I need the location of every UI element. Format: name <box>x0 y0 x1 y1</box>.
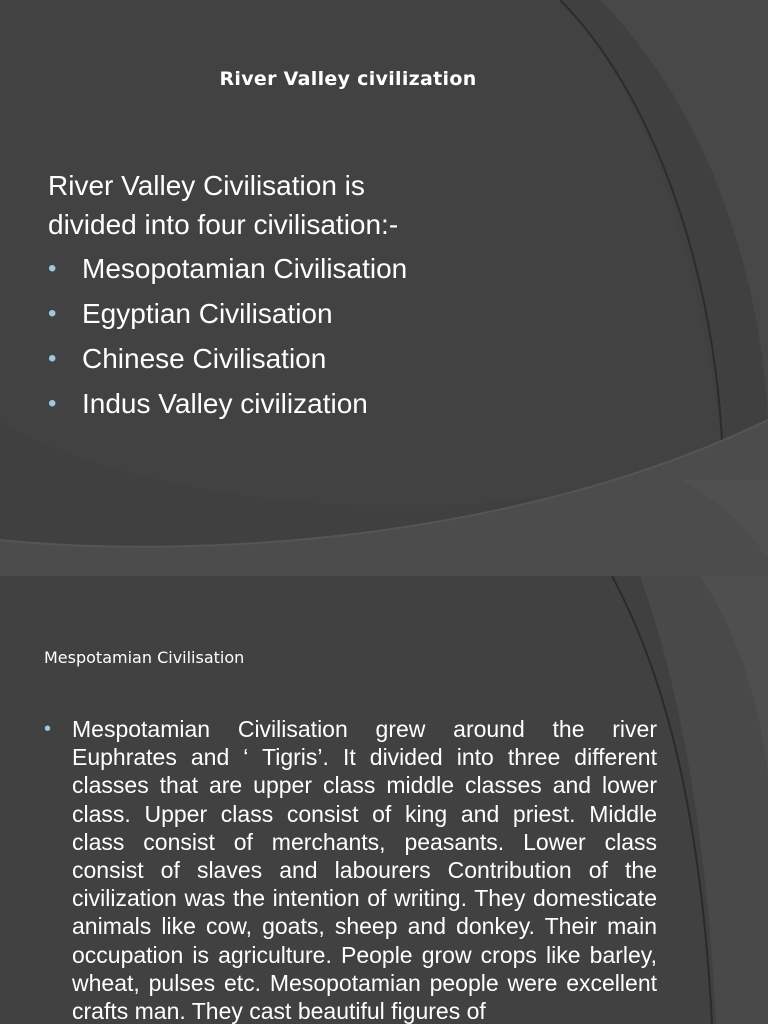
bullet-icon: • <box>44 718 52 740</box>
list-item-label: Mesopotamian Civilisation <box>82 253 408 284</box>
civilisation-list <box>48 246 668 426</box>
bullet-icon: • <box>48 300 57 327</box>
list-item-label: Egyptian Civilisation <box>82 298 333 329</box>
list-item <box>48 246 668 291</box>
bullet-icon: • <box>48 390 57 417</box>
slide-1-body <box>48 166 668 426</box>
bullet-icon: • <box>48 255 57 282</box>
slide-2-heading: Mespotamian Civilisation <box>44 648 245 667</box>
list-item <box>48 336 668 381</box>
list-item <box>48 381 668 426</box>
list-item <box>48 291 668 336</box>
slide-2-body <box>44 715 657 1024</box>
list-item-label: Indus Valley civilization <box>82 388 368 419</box>
paragraph-text: Mespotamian Civilisation grew around the river Euphrates and ‘ Tigris’. It divided into three different classes that are upper class middle classes and lower class. Upper class consist of king and priest. Middle class consist of merchants, peasants. Lower class consist of slaves and labourers Contribution of the civilization was the intention of writing. They domesticate animals like cow, goats, sheep and donkey. Their main occupation is agriculture. People grow crops like barley, wheat, pulses etc. Mesopotamian people were excellent crafts man. They cast beautiful figures of <box>72 716 657 1024</box>
intro-line-1: River Valley Civilisation is <box>48 170 365 201</box>
slide-1-title: River Valley civilization <box>219 68 477 90</box>
intro-text <box>48 166 668 244</box>
list-item-label: Chinese Civilisation <box>82 343 327 374</box>
bullet-icon: • <box>48 345 57 372</box>
intro-line-2: divided into four civilisation:- <box>48 209 399 240</box>
list-item <box>44 715 657 1024</box>
slide-2 <box>0 576 768 1024</box>
